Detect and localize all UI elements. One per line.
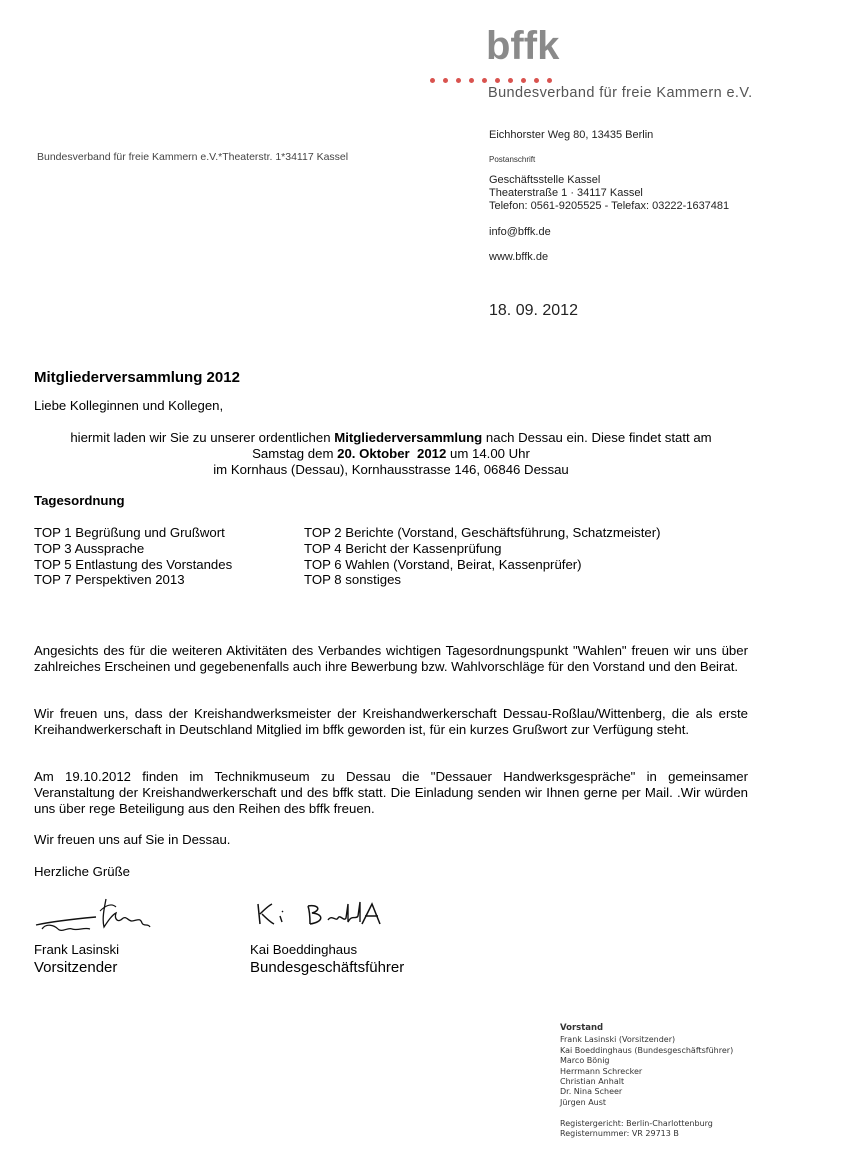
register-court: Registergericht: Berlin-Charlottenburg <box>560 1119 713 1128</box>
board-member: Kai Boeddinghaus (Bundesgeschäftsführer) <box>560 1045 734 1055</box>
intro-line1-pre: hiermit laden wir Sie zu unserer ordentlichen <box>70 430 335 445</box>
paragraph-closing: Wir freuen uns auf Sie in Dessau. <box>34 832 231 847</box>
signer-name-1: Frank Lasinski <box>34 942 120 957</box>
logo-wordmark: bffk <box>486 24 560 68</box>
agenda-item: TOP 3 Aussprache <box>34 540 145 556</box>
agenda-item: TOP 2 Berichte (Vorstand, Geschäftsführung, Schatzmeister) <box>304 525 661 540</box>
intro-line2-post: um 14.00 Uhr <box>446 445 530 461</box>
intro-line1-post: nach Dessau ein. Diese findet statt am <box>482 430 712 445</box>
intro-line2-pre: Samstag dem <box>252 445 338 461</box>
agenda-item: TOP 5 Entlastung des Vorstandes <box>34 556 233 572</box>
board-member: Christian Anhalt <box>560 1077 625 1087</box>
agenda-item: TOP 4 Bericht der Kassenprüfung <box>304 540 502 556</box>
letter-subject: Mitgliederversammlung 2012 <box>34 369 240 386</box>
agenda-heading: Tagesordnung <box>34 493 125 508</box>
agenda-item: TOP 8 sonstiges <box>304 572 402 588</box>
office-name: Geschäftsstelle Kassel <box>489 174 601 186</box>
office-street: Theaterstraße 1 · 34117 Kassel <box>489 187 643 199</box>
invitation-intro <box>34 430 748 477</box>
intro-line1-bold: Mitgliederversammlung <box>334 430 483 445</box>
board-heading: Vorstand <box>560 1023 604 1033</box>
postanschrift-label: Postanschrift <box>489 155 536 164</box>
letter-date: 18. 09. 2012 <box>489 302 578 319</box>
sender-line: Bundesverband für freie Kammern e.V.*Theaterstr. 1*34117 Kassel <box>37 151 349 163</box>
intro-line2-bold: 20. Oktober 2012 <box>337 445 447 461</box>
board-member: Dr. Nina Scheer <box>560 1087 623 1097</box>
paragraph-handwerksgespraeche: Am 19.10.2012 finden im Technikmuseum zu Dessau die "Dessauer Handwerksgespräche" in gemeinsamer Veranstaltung der Kreishandwerkerschaft und des bffk statt. Die Einladung senden wir Ihnen gerne per Mail. .Wir würden uns über rege Beteiligung aus den Reihen des bffk freuen. <box>34 769 748 816</box>
board-member: Marco Bönig <box>560 1056 610 1066</box>
salutation: Liebe Kolleginnen und Kollegen, <box>34 398 224 413</box>
signature-frank-lasinski <box>34 893 154 938</box>
signature-kai-boeddinghaus <box>252 898 392 933</box>
agenda-left-column <box>34 525 232 588</box>
signer-name-2: Kai Boeddinghaus <box>250 942 358 957</box>
closing-greeting: Herzliche Grüße <box>34 864 131 879</box>
logo-subtitle: Bundesverband für freie Kammern e.V. <box>488 85 753 101</box>
signer-role-2: Bundesgeschäftsführer <box>250 959 405 976</box>
intro-line3: im Kornhaus (Dessau), Kornhausstrasse 146, 06846 Dessau <box>213 461 569 477</box>
agenda-right-column <box>304 525 660 588</box>
paragraph-elections: Angesichts des für die weiteren Aktivitäten des Verbandes wichtigen Tagesordnungspunkt "Wahlen" freuen wir uns über zahlreiches Erscheinen und gegebenenfalls auch ihre Bewerbung bzw. Wahlvorschläge für den Vorstand und den Beirat. <box>34 643 748 674</box>
signer-role-1: Vorsitzender <box>34 959 118 976</box>
board-list <box>560 1023 733 1108</box>
register-info <box>560 1119 713 1140</box>
register-number: Registernummer: VR 29713 B <box>560 1129 679 1139</box>
board-member: Herrmann Schrecker <box>560 1066 643 1076</box>
agenda-item: TOP 1 Begrüßung und Grußwort <box>34 525 225 540</box>
address-street: Eichhorster Weg 80, 13435 Berlin <box>489 129 654 141</box>
paragraph-greeting-speaker: Wir freuen uns, dass der Kreishandwerksmeister der Kreishandwerkerschaft Dessau-Roßlau/Wittenberg, die als erste Kreihandwerkerschaft in Deutschland Mitglied im bffk geworden ist, für ein kurzes Grußwort zur Verfügung steht. <box>34 706 748 737</box>
web-link[interactable]: www.bffk.de <box>489 251 549 263</box>
agenda-item: TOP 7 Perspektiven 2013 <box>34 572 185 588</box>
board-member: Frank Lasinski (Vorsitzender) <box>560 1035 676 1045</box>
phone-fax: Telefon: 0561-9205525 - Telefax: 03222-1637481 <box>489 200 730 212</box>
agenda-item: TOP 6 Wahlen (Vorstand, Beirat, Kassenprüfer) <box>304 556 582 572</box>
board-member: Jürgen Aust <box>560 1097 607 1107</box>
email-link[interactable]: info@bffk.de <box>489 226 551 238</box>
